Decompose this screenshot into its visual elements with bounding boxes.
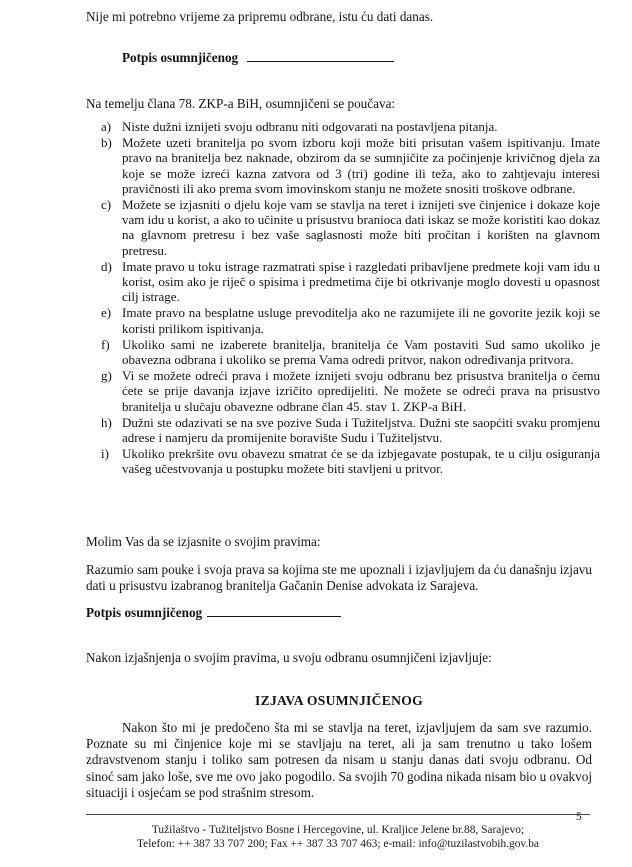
after-rights-line: Nakon izjašnjenja o svojim pravima, u svoju odbranu osumnjičeni izjavljuje: <box>86 650 492 665</box>
rights-item-text: Možete uzeti branitelja po svom izboru koji može biti prisutan vašem ispitivanju. Imate pravo na branitelja bez naknade, obzirom da se sumnjičite za počinjenje krivičnog djela za koje se može izreći kazna zatvora od 3 (tri) godine ili teža, ako to zahtjevaju interesi pravičnosti ili ako prema svom imovinskom stanju ne možete snositi troškove odbrane. <box>122 135 600 196</box>
rights-item-text: Vi se možete odreći prava i možete iznijeti svoju odbranu bez prisustva branitelja o čemu ćete se prije davanja izjave izričito opredijeliti. Ne možete se odreći prava na prisustvo branitelja u slučaju obavezne odbrane član 45. stav 1. ZKP-a BiH. <box>122 368 600 414</box>
rights-list-item <box>94 368 600 414</box>
rights-item-text: Dužni ste odazivati se na sve pozive Suda i Tužiteljstva. Dužni ste saopćiti svaku promjenu adrese i namjeru da promijenite boravište Sudu i Tužiteljstvu. <box>122 414 600 446</box>
caution-intro: Na temelju člana 78. ZKP-a BiH, osumnjičeni se poučava: <box>86 96 396 111</box>
rights-item-marker: d) <box>101 258 112 274</box>
signature-block-1 <box>122 49 394 66</box>
intro-line: Nije mi potrebno vrijeme za pripremu odbrane, istu ću dati danas. <box>86 9 434 24</box>
page-number: 5 <box>576 811 582 823</box>
footer-divider <box>86 814 590 815</box>
statement-heading: IZJAVA OSUMNJIČENOG <box>255 693 423 708</box>
signature-block-2 <box>86 604 341 621</box>
statement-body: Nakon što mi je predočeno šta mi se stavlja na teret, izjavljujem da sam sve razumio. Poznate su mi činjenice koje mi se stavljaju na teret, ali ja sam trenutno u tako lošem zdravstvenom stanju i toliko sam potresen da nisam u stanju danas dati svoju odbranu. Od sinoć sam jako loše, sve me ovo jako pogodilo. Sa svojih 70 godina nikada nisam bio u ovakvoj situaciji i osjećam se pod strašnim stresom. <box>86 720 592 800</box>
rights-item-marker: a) <box>101 119 112 134</box>
rights-item-text: Niste dužni iznijeti svoju odbranu niti odgovarati na postavljena pitanja. <box>122 119 498 134</box>
rights-list-item <box>94 305 600 335</box>
rights-item-text: Ukoliko prekršite ovu obavezu smatrat će se da izbjegavate postupak, te u cilju osiguranja vašeg učestvovanja u postupku možete biti stavljeni u pritvor. <box>122 446 600 477</box>
rights-list-item <box>94 337 600 367</box>
acknowledgement-paragraph: Razumio sam pouke i svoja prava sa kojima ste me upoznali i izjavljujem da ću današnju izjavu dati u prisustvu izabranog branitelja Gačanin Denise advokata iz Sarajeva. <box>86 562 592 594</box>
rights-item-text: Možete se izjasniti o djelu koje vam se stavlja na teret i iznijeti sve činjenice i dokaze koje vam idu u korist, a ako to učinite u prisustvu branioca dati iskaz se može koristiti kao dokaz na glavnom pretresu i bez vaše saglasnosti može biti pročitan i korišten na glavnom pretresu. <box>122 197 600 258</box>
rights-list <box>94 119 600 478</box>
footer-address: Tužilaštvo - Tužiteljstvo Bosne i Hercegovine, ul. Kraljice Jelene br.88, Sarajevo; <box>151 824 525 836</box>
rights-list-item <box>94 259 600 305</box>
signature-label: Potpis osumnjičenog <box>86 605 203 620</box>
request-line: Molim Vas da se izjasnite o svojim pravima: <box>86 534 321 549</box>
rights-item-marker: f) <box>101 336 110 352</box>
rights-item-marker: c) <box>101 197 112 213</box>
rights-item-text: Imate pravo u toku istrage razmatrati spise i razgledati pribavljene predmete koji vam idu u korist, osim ako je riječ o spisima i predmetima čije bi otkrivanje moglo dovesti u opasnost cilj istrage. <box>122 258 600 305</box>
rights-list-item <box>94 446 600 476</box>
rights-item-marker: e) <box>101 305 112 321</box>
rights-list-item <box>94 119 600 134</box>
signature-line <box>247 49 394 62</box>
footer <box>86 823 590 851</box>
rights-list-item <box>94 415 600 445</box>
footer-contact: Telefon: ++ 387 33 707 200; Fax ++ 387 33 707 463; e-mail: info@tuzilastvobih.gov.ba <box>137 838 539 850</box>
rights-list-item <box>94 197 600 258</box>
rights-item-text: Ukoliko sami ne izaberete branitelja, branitelja će Vam postaviti Sud samo ukoliko je obavezna odbrana i ukoliko se prema Vama odredi pritvor, nakon određivanja pritvora. <box>122 336 600 368</box>
rights-list-item <box>94 135 600 196</box>
rights-item-marker: g) <box>101 368 112 384</box>
rights-item-marker: i) <box>101 446 109 462</box>
signature-label: Potpis osumnjičenog <box>122 50 239 65</box>
rights-item-marker: b) <box>101 135 112 151</box>
rights-item-marker: h) <box>101 414 112 430</box>
rights-item-text: Imate pravo na besplatne usluge prevoditelja ako ne razumijete ili ne govorite jezik koji se koristi prilikom ispitivanja. <box>122 305 600 336</box>
signature-line <box>207 604 341 617</box>
